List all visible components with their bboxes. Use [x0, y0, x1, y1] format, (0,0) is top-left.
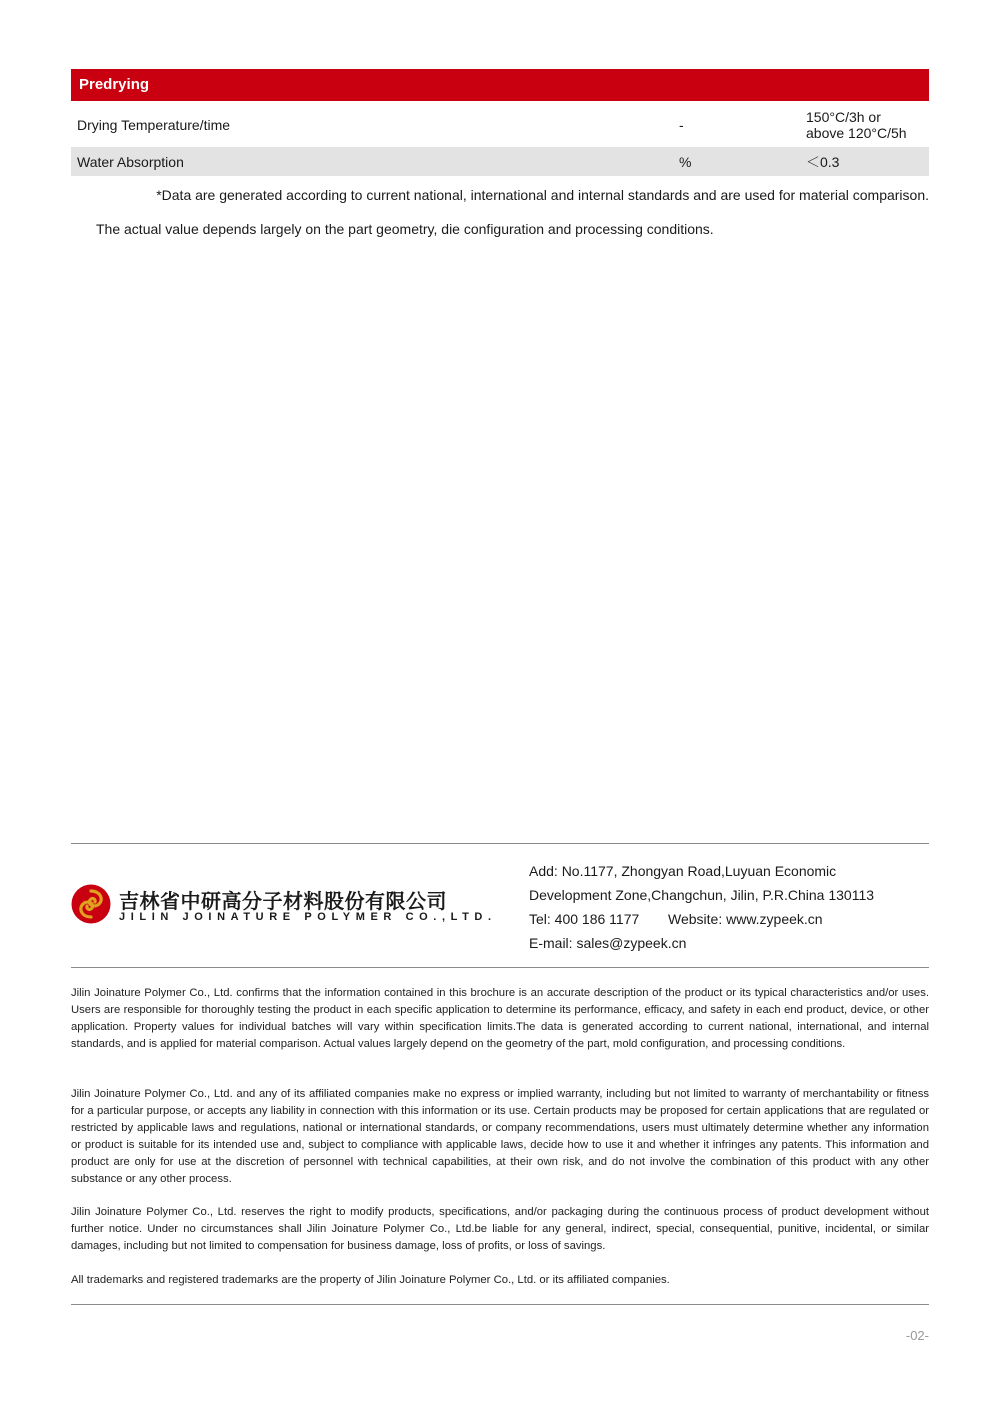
divider: [71, 1304, 929, 1305]
property-unit: %: [679, 153, 692, 170]
data-footnote: *Data are generated according to current national, international and internal standards and are used for material comparison.: [156, 187, 929, 203]
property-unit: -: [679, 117, 684, 133]
website-link[interactable]: Website: www.zypeek.cn: [668, 911, 823, 927]
property-value-line: above 120°C/5h: [806, 125, 907, 141]
actual-value-note: The actual value depends largely on the part geometry, die configuration and processing conditions.: [96, 221, 714, 237]
address-line: Add: No.1177, Zhongyan Road,Luyuan Economic: [529, 863, 837, 879]
table-row: [71, 103, 929, 147]
disclaimer-paragraph: Jilin Joinature Polymer Co., Ltd. confirms that the information contained in this brochure is an accurate description of the product or its typical characteristics and/or uses. Users are responsible for thoroughly testing the product in each specific application to determine its performance, efficacy, and safety in each end product, device, or other application. Property values for individual batches will vary within specification limits.The data is generated according to current national, international, and internal standards, and is applied for material comparison. Actual values largely depend on the geometry of the part, mold configuration, and processing conditions.: [71, 987, 929, 1050]
company-name-en: JILIN JOINATURE POLYMER CO.,LTD.: [119, 911, 497, 923]
company-logo-icon: [71, 884, 111, 924]
table-row: [71, 147, 929, 176]
address-line: Development Zone,Changchun, Jilin, P.R.China 130113: [529, 887, 875, 903]
property-value-line: 150°C/3h or: [806, 109, 881, 125]
disclaimer-paragraph: Jilin Joinature Polymer Co., Ltd. reserves the right to modify products, specifications, and/or packaging during the continuous process of product development without further notice. Under no circumstances shall Jilin Joinature Polymer Co., Ltd.be liable for any general, indirect, special, consequential, punitive, incidental, or similar damages, including but not limited to compensation for business damage, loss of profits, or loss of savings.: [71, 1206, 929, 1252]
trademark-notice: All trademarks and registered trademarks are the property of Jilin Joinature Polymer Co., Ltd. or its affiliated companies.: [71, 1274, 670, 1286]
property-value: ＜0.3: [806, 153, 840, 170]
page-number: -02-: [905, 1328, 929, 1343]
email-link[interactable]: E-mail: sales@zypeek.cn: [529, 935, 687, 951]
disclaimer-paragraph: Jilin Joinature Polymer Co., Ltd. and any of its affiliated companies make no express or implied warranty, including but not limited to warranty of merchantability or fitness for a particular purpose, or accepts any liability in connection with this information or its use. Certain products may be proposed for certain applications that are regulated or restricted by applicable laws and regulations, national or international standards, or company recommendations, users must ultimately determine whether any information or product is suitable for its intended use and, subject to compliance with applicable laws, decide how to use it and whether it infringes any patents. This information and product are only for use at the discretion of personnel with technical capabilities, at their own risk, and do not involve the combination of this product with any other substance or any other process.: [71, 1088, 929, 1185]
phone-number: Tel: 400 186 1177: [529, 911, 640, 927]
property-name: Water Absorption: [77, 153, 184, 170]
company-name-cn: 吉林省中研高分子材料股份有限公司: [119, 891, 447, 913]
divider: [71, 967, 929, 968]
divider: [71, 843, 929, 844]
section-header-predrying: Predrying: [71, 69, 929, 101]
property-value: [806, 103, 907, 147]
property-name: Drying Temperature/time: [77, 117, 231, 133]
